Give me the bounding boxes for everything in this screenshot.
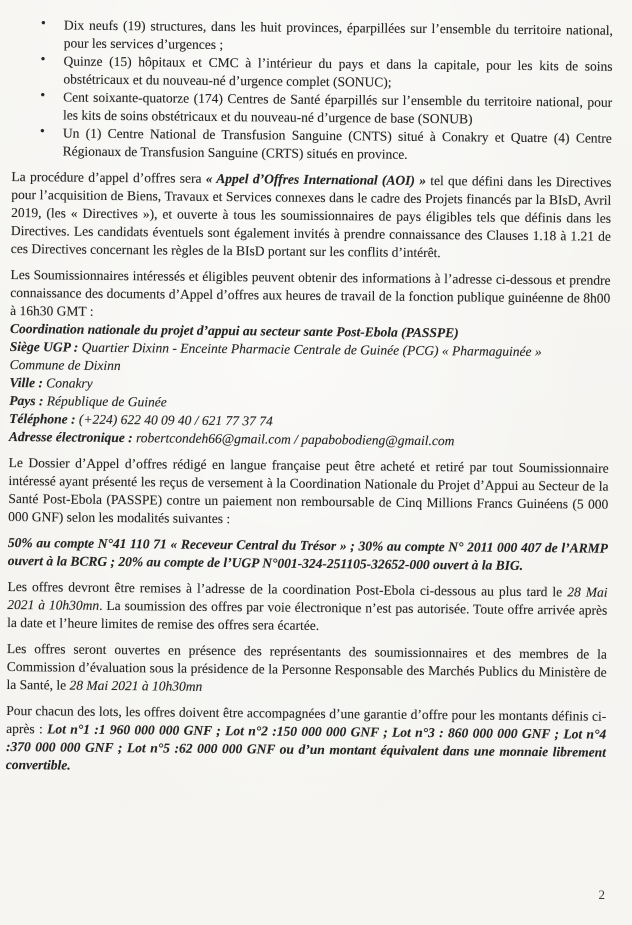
bullet-item-centres-sante [40, 88, 613, 129]
para-modalites-paiement: 50% au compte N°41 110 71 « Receveur Central du Trésor » ; 30% au compte N° 2011 000 407 de l’ARMP ouvert à la BCRG ; 20% au compte de l’UGP N°001-324-251105-32652-000 ouvert à la BIG. [7, 534, 608, 573]
para-remise-pre: Les offres devront être remises à l’adresse de la coordination Post-Ebola ci-dessous au plus tard le [7, 578, 568, 600]
para-dossier: Le Dossier d’Appel d’offres rédigé en langue française peut être acheté et retiré par tout Soumissionnaire intéressé ayant présenté les reçus de versement à la Coordination Nationale du Projet d’Appui au Secteur de la Santé Post-Ebola (PASSPE) contre un paiement non remboursable de Cinq Millions Francs Guinéens (5 000 000 GNF) selon les modalités suivantes : [8, 454, 609, 527]
bullet-text: Quinze (15) hôpitaux et CMC à l’intérieur du pays et dans la capitale, pour les kits de soins obstétricaux et du nouveau-né d’urgence complet (SONUC); [63, 53, 613, 90]
page-number: 2 [598, 887, 605, 902]
para-procedure-emphasis: « Appel d’Offres International (AOI) » [205, 170, 427, 188]
para-garantie-offre [6, 702, 607, 780]
bullet-item-transfusion [39, 124, 612, 165]
pays-label: Pays : [9, 392, 47, 409]
bullet-icon: • [40, 16, 46, 32]
para-remise-offres [7, 578, 607, 638]
bullet-icon: • [40, 52, 46, 68]
bullet-icon: • [40, 88, 46, 104]
para-garantie-lots: Lot n°1 :1 960 000 000 GNF ; Lot n°2 :150 000 000 GNF ; Lot n°3 : 860 000 000 GNF ; Lot n°4 :370 000 000 GNF ; Lot n°5 :62 000 000 GNF ou d’un montant équivalent dans une monnaie librement convertible. [5, 721, 607, 773]
bullet-text: Dix neufs (19) structures, dans les huit provinces, éparpillées sur l’ensemble du territoire national, pour les services d’urgences ; [63, 17, 613, 53]
email-label: Adresse électronique : [8, 428, 137, 446]
bullet-text: Un (1) Centre National de Transfusion Sanguine (CNTS) situé à Conakry et Quatre (4) Centre Régionaux de Transfusion Sanguine (CRTS) situés en province. [62, 125, 612, 162]
bullet-item-hopitaux [40, 52, 613, 93]
telephone-value: (+224) 622 40 09 40 / 621 77 37 74 [78, 411, 273, 429]
ville-label: Ville : [9, 374, 47, 391]
para-ouverture-offres [6, 640, 606, 700]
ville-value: Conakry [46, 375, 93, 391]
ouverture-date: 28 Mai 2021 à 10h30mn [69, 677, 203, 694]
telephone-label: Téléphone : [9, 410, 79, 427]
para-garantie-pre: Pour chacun des lots, les offres doivent être accompagnées d’une garantie d’offre pour les montants définis ci-après : [6, 702, 607, 737]
document-content [6, 16, 613, 788]
email-value: robertcondeh66@gmail.com / papabobodieng@gmail.com [136, 430, 455, 449]
contact-line-commune: Commune de Dixinn [9, 356, 121, 374]
bullet-list [12, 16, 613, 166]
para-remise-post: . La soumission des offres par voie électronique n’est pas autorisée. Toute offre arrivée après la date et l’heure limites de remise des offres sera écartée. [7, 597, 608, 633]
bullet-text: Cent soixante-quatorze (174) Centres de Santé éparpillés sur l’ensemble du territoire national, pour les kits de soins obstétricaux et du nouveau-né d’urgence de base (SONUB) [62, 89, 613, 127]
bullet-item-structures [40, 16, 613, 57]
para-procedure-post: tel que défini dans les Directives pour l’acquisition de Biens, Travaux et Services connexes dans le cadre des Projets financés par la BIsD, Avril 2019, (les « Directives »), et ouverte à tous les soumissionnaires de pays éligibles tels que définis dans les Directives. Les candidats éventuels sont également invités à prendre connaissance des Clauses 1.18 à 1.21 de ces Directives concernant les règles de la BIsD portant sur les conflits d’intérêt. [10, 172, 612, 261]
para-procedure-pre: La procédure d’appel d’offres sera [11, 168, 206, 186]
siege-value: Quartier Dixinn - Enceinte Pharmacie Centrale de Guinée (PCG) « Pharmaguinée » [81, 339, 542, 360]
para-procedure [11, 168, 612, 264]
para-ouverture-pre: Les offres seront ouvertes en présence des représentants des soumissionnaires et des membres de la Commission d’évaluation sous la présidence de la Personne Responsable des Marchés Publics du Ministère de la Santé, le [6, 640, 607, 693]
siege-label: Siège UGP : [9, 338, 82, 355]
contact-block [9, 320, 610, 452]
para-soumissionnaires: Les Soumissionnaires intéressés et éligibles peuvent obtenir des informations à l’adresse ci-dessous et prendre connaissance des documents d’Appel d’offres aux heures de travail de la fonction publique guinéenne de 8h00 à 16h30 GMT : [10, 266, 611, 319]
remise-date: 28 Mai 2021 à 10h30mn [7, 584, 608, 613]
bullet-icon: • [39, 124, 45, 140]
contact-title: Coordination nationale du projet d’appui au secteur sante Post-Ebola (PASSPE) [9, 320, 459, 341]
pays-value: République de Guinée [46, 393, 167, 410]
